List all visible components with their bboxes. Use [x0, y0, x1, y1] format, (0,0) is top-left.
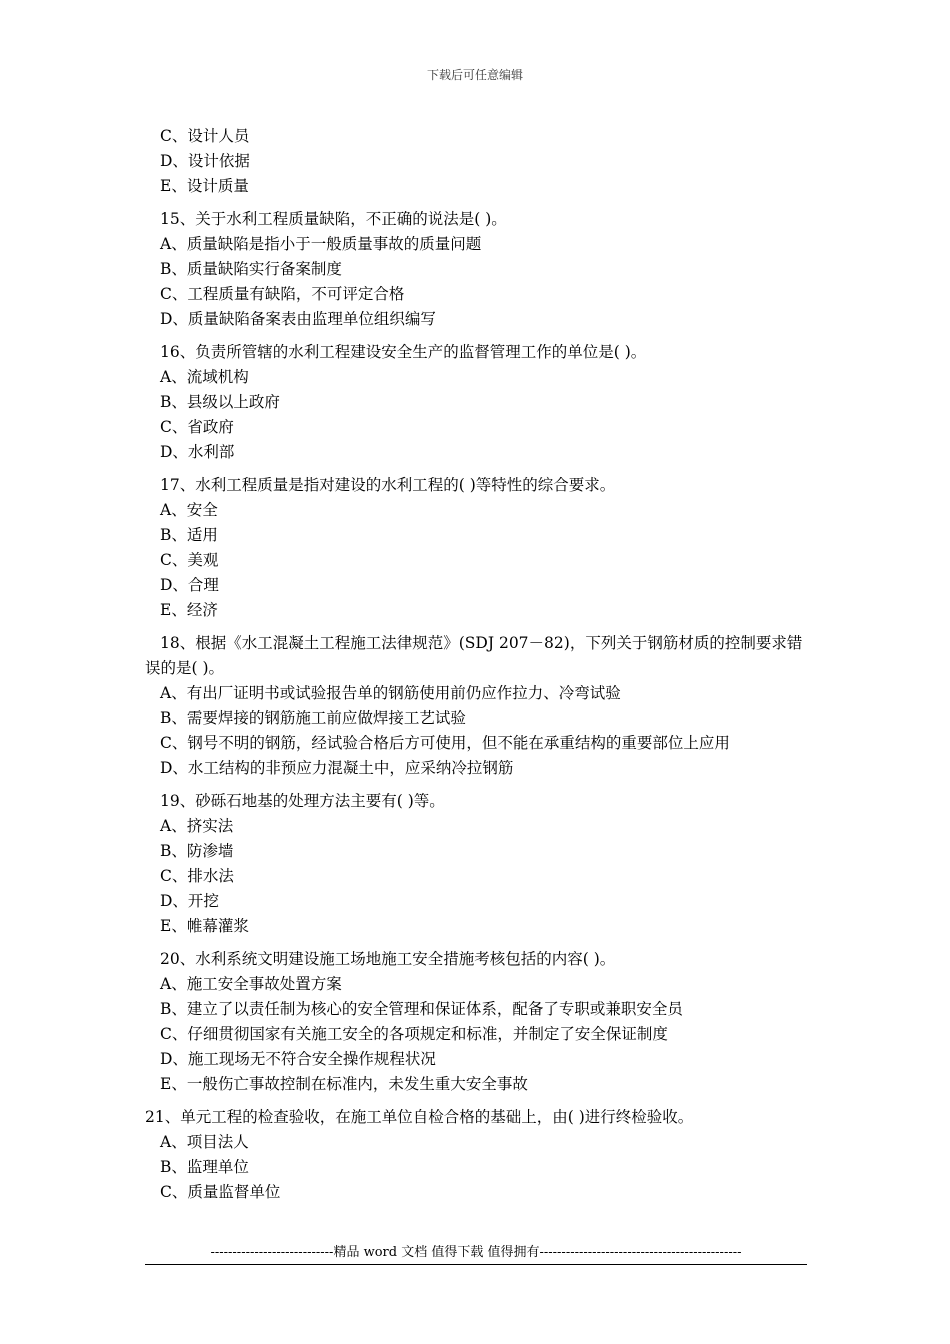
option: B、防渗墙: [160, 842, 234, 860]
option: D、水工结构的非预应力混凝土中，应采纳冷拉钢筋: [160, 759, 514, 777]
option: C、钢号不明的钢筋，经试验合格后方可使用，但不能在承重结构的重要部位上应用: [160, 734, 730, 752]
question-20: [145, 947, 810, 1097]
option: D、合理: [160, 576, 219, 594]
option: E、帷幕灌浆: [160, 917, 249, 935]
option: B、质量缺陷实行备案制度: [160, 260, 342, 278]
question-14-continued: [145, 124, 810, 199]
option: A、挤实法: [160, 817, 234, 835]
option: D、质量缺陷备案表由监理单位组织编写: [160, 310, 436, 328]
option: A、流域机构: [160, 368, 249, 386]
question-15: [145, 207, 810, 332]
option: A、安全: [160, 501, 218, 519]
question-stem: 21、单元工程的检查验收，在施工单位自检合格的基础上，由( )进行终检验收。: [145, 1108, 694, 1126]
option: E、设计质量: [160, 177, 249, 195]
option: E、经济: [160, 601, 218, 619]
option: A、项目法人: [160, 1133, 249, 1151]
option: D、开挖: [160, 892, 219, 910]
option: C、美观: [160, 551, 219, 569]
option: C、仔细贯彻国家有关施工安全的各项规定和标准，并制定了安全保证制度: [160, 1025, 668, 1043]
question-stem: 20、水利系统文明建设施工场地施工安全措施考核包括的内容( )。: [160, 950, 616, 968]
question-stem: 19、砂砾石地基的处理方法主要有( )等。: [160, 792, 445, 810]
option: D、施工现场无不符合安全操作规程状况: [160, 1050, 436, 1068]
option: C、设计人员: [160, 127, 250, 145]
page-footer: ----------------------------精品 word 文档 值得下载 值得拥有----------------------------------------------: [145, 1243, 807, 1265]
option: B、监理单位: [160, 1158, 249, 1176]
option: C、省政府: [160, 418, 234, 436]
question-16: [145, 340, 810, 465]
question-17: [145, 473, 810, 623]
option: C、质量监督单位: [160, 1183, 281, 1201]
option: B、县级以上政府: [160, 393, 280, 411]
option: B、需要焊接的钢筋施工前应做焊接工艺试验: [160, 709, 466, 727]
question-stem: 17、水利工程质量是指对建设的水利工程的( )等特性的综合要求。: [160, 476, 616, 494]
question-stem: 15、关于水利工程质量缺陷，不正确的说法是( )。: [160, 210, 507, 228]
option: E、一般伤亡事故控制在标准内，未发生重大安全事故: [160, 1075, 528, 1093]
question-19: [145, 789, 810, 939]
option: A、施工安全事故处置方案: [160, 975, 342, 993]
option: C、工程质量有缺陷，不可评定合格: [160, 285, 405, 303]
option: D、设计依据: [160, 152, 250, 170]
page-content: [145, 124, 810, 1205]
question-18: [145, 631, 810, 781]
option: C、排水法: [160, 867, 234, 885]
option: B、建立了以责任制为核心的安全管理和保证体系，配备了专职或兼职安全员: [160, 1000, 683, 1018]
question-stem: 16、负责所管辖的水利工程建设安全生产的监督管理工作的单位是( )。: [160, 343, 647, 361]
question-21: [145, 1105, 810, 1205]
question-stem: 18、根据《水工混凝土工程施工法律规范》(SDJ 207－82)，下列关于钢筋材质的控制要求错误的是( )。: [145, 634, 803, 677]
option: D、水利部: [160, 443, 235, 461]
option: A、有出厂证明书或试验报告单的钢筋使用前仍应作拉力、冷弯试验: [160, 684, 621, 702]
option: B、适用: [160, 526, 218, 544]
option: A、质量缺陷是指小于一般质量事故的质量问题: [160, 235, 482, 253]
page-header: 下载后可任意编辑: [426, 68, 523, 82]
